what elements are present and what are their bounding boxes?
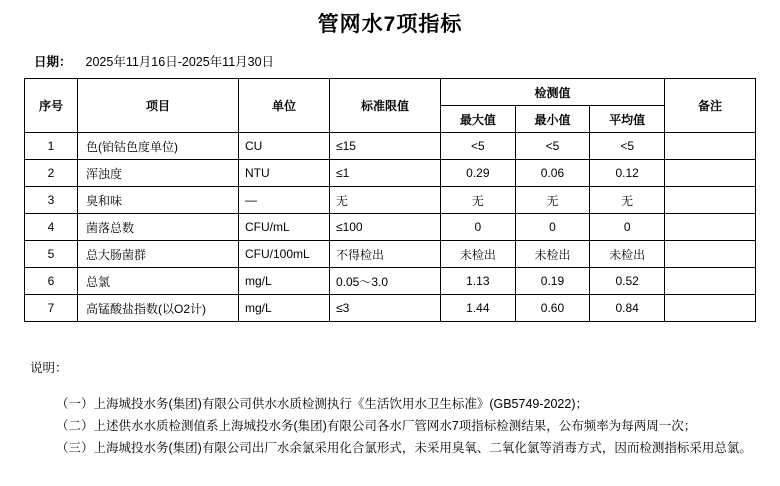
cell-unit: — — [239, 187, 330, 214]
cell-min: 无 — [515, 187, 590, 214]
cell-limit: ≤15 — [330, 133, 441, 160]
cell-max: 0.29 — [441, 160, 516, 187]
table-body — [25, 133, 756, 322]
table-row — [25, 160, 756, 187]
cell-avg: 0 — [590, 214, 665, 241]
note-item-2: （二）上述供水水质检测值系上海城投水务(集团)有限公司各水厂管网水7项指标检测结果，公布频率为每两周一次； — [56, 418, 697, 433]
cell-seq: 7 — [25, 295, 78, 322]
cell-limit: ≤1 — [330, 160, 441, 187]
notes-title: 说明： — [30, 361, 68, 375]
table-row — [25, 187, 756, 214]
cell-min: 未检出 — [515, 241, 590, 268]
cell-avg: 无 — [590, 187, 665, 214]
header-detected-group: 检测值 — [441, 79, 665, 106]
cell-max: 未检出 — [441, 241, 516, 268]
cell-unit: mg/L — [239, 295, 330, 322]
cell-min: 0 — [515, 214, 590, 241]
cell-seq: 3 — [25, 187, 78, 214]
header-item: 项目 — [78, 79, 239, 133]
table-row — [25, 214, 756, 241]
header-avg: 平均值 — [590, 106, 665, 133]
cell-item: 菌落总数 — [78, 214, 239, 241]
cell-min: 0.19 — [515, 268, 590, 295]
cell-max: <5 — [441, 133, 516, 160]
cell-item: 浑浊度 — [78, 160, 239, 187]
note-item-1: （一）上海城投水务(集团)有限公司供水水质检测执行《生活饮用水卫生标准》(GB5749-2022)； — [56, 396, 588, 411]
table-header-row-1 — [25, 79, 756, 106]
cell-min: <5 — [515, 133, 590, 160]
cell-seq: 2 — [25, 160, 78, 187]
cell-note — [665, 214, 756, 241]
cell-unit: CFU/100mL — [239, 241, 330, 268]
cell-item: 总氯 — [78, 268, 239, 295]
cell-max: 1.44 — [441, 295, 516, 322]
header-max: 最大值 — [441, 106, 516, 133]
note-item-3: （三）上海城投水务(集团)有限公司出厂水余氯采用化合氯形式，未采用臭氧、二氧化氯等消毒方式，因而检测指标采用总氯。 — [56, 440, 752, 455]
cell-max: 1.13 — [441, 268, 516, 295]
cell-note — [665, 241, 756, 268]
cell-max: 0 — [441, 214, 516, 241]
header-unit: 单位 — [239, 79, 330, 133]
cell-seq: 4 — [25, 214, 78, 241]
cell-item: 总大肠菌群 — [78, 241, 239, 268]
table-row — [25, 295, 756, 322]
cell-limit: 无 — [330, 187, 441, 214]
cell-unit: CU — [239, 133, 330, 160]
cell-limit: ≤3 — [330, 295, 441, 322]
cell-note — [665, 133, 756, 160]
date-row — [34, 52, 780, 70]
water-quality-table — [24, 78, 756, 322]
cell-avg: 0.52 — [590, 268, 665, 295]
cell-seq: 5 — [25, 241, 78, 268]
cell-limit: 不得检出 — [330, 241, 441, 268]
date-label: 日期： — [34, 55, 72, 69]
cell-note — [665, 160, 756, 187]
cell-min: 0.60 — [515, 295, 590, 322]
cell-item: 臭和味 — [78, 187, 239, 214]
cell-seq: 6 — [25, 268, 78, 295]
cell-note — [665, 295, 756, 322]
header-limit: 标准限值 — [330, 79, 441, 133]
cell-item: 高锰酸盐指数(以O2计) — [78, 295, 239, 322]
table-row — [25, 268, 756, 295]
header-note: 备注 — [665, 79, 756, 133]
page-title: 管网水7项指标 — [317, 13, 463, 36]
date-value: 2025年11月16日-2025年11月30日 — [85, 55, 275, 69]
header-min: 最小值 — [515, 106, 590, 133]
cell-min: 0.06 — [515, 160, 590, 187]
cell-item: 色(铂钴色度单位) — [78, 133, 239, 160]
cell-seq: 1 — [25, 133, 78, 160]
cell-unit: mg/L — [239, 268, 330, 295]
cell-avg: 未检出 — [590, 241, 665, 268]
notes-section — [30, 358, 780, 460]
cell-unit: NTU — [239, 160, 330, 187]
cell-max: 无 — [441, 187, 516, 214]
cell-unit: CFU/mL — [239, 214, 330, 241]
cell-limit: 0.05～3.0 — [330, 268, 441, 295]
cell-avg: 0.84 — [590, 295, 665, 322]
table-header — [25, 79, 756, 133]
header-seq: 序号 — [25, 79, 78, 133]
cell-note — [665, 268, 756, 295]
cell-avg: 0.12 — [590, 160, 665, 187]
cell-limit: ≤100 — [330, 214, 441, 241]
table-row — [25, 241, 756, 268]
cell-avg: <5 — [590, 133, 665, 160]
table-row — [25, 133, 756, 160]
cell-note — [665, 187, 756, 214]
